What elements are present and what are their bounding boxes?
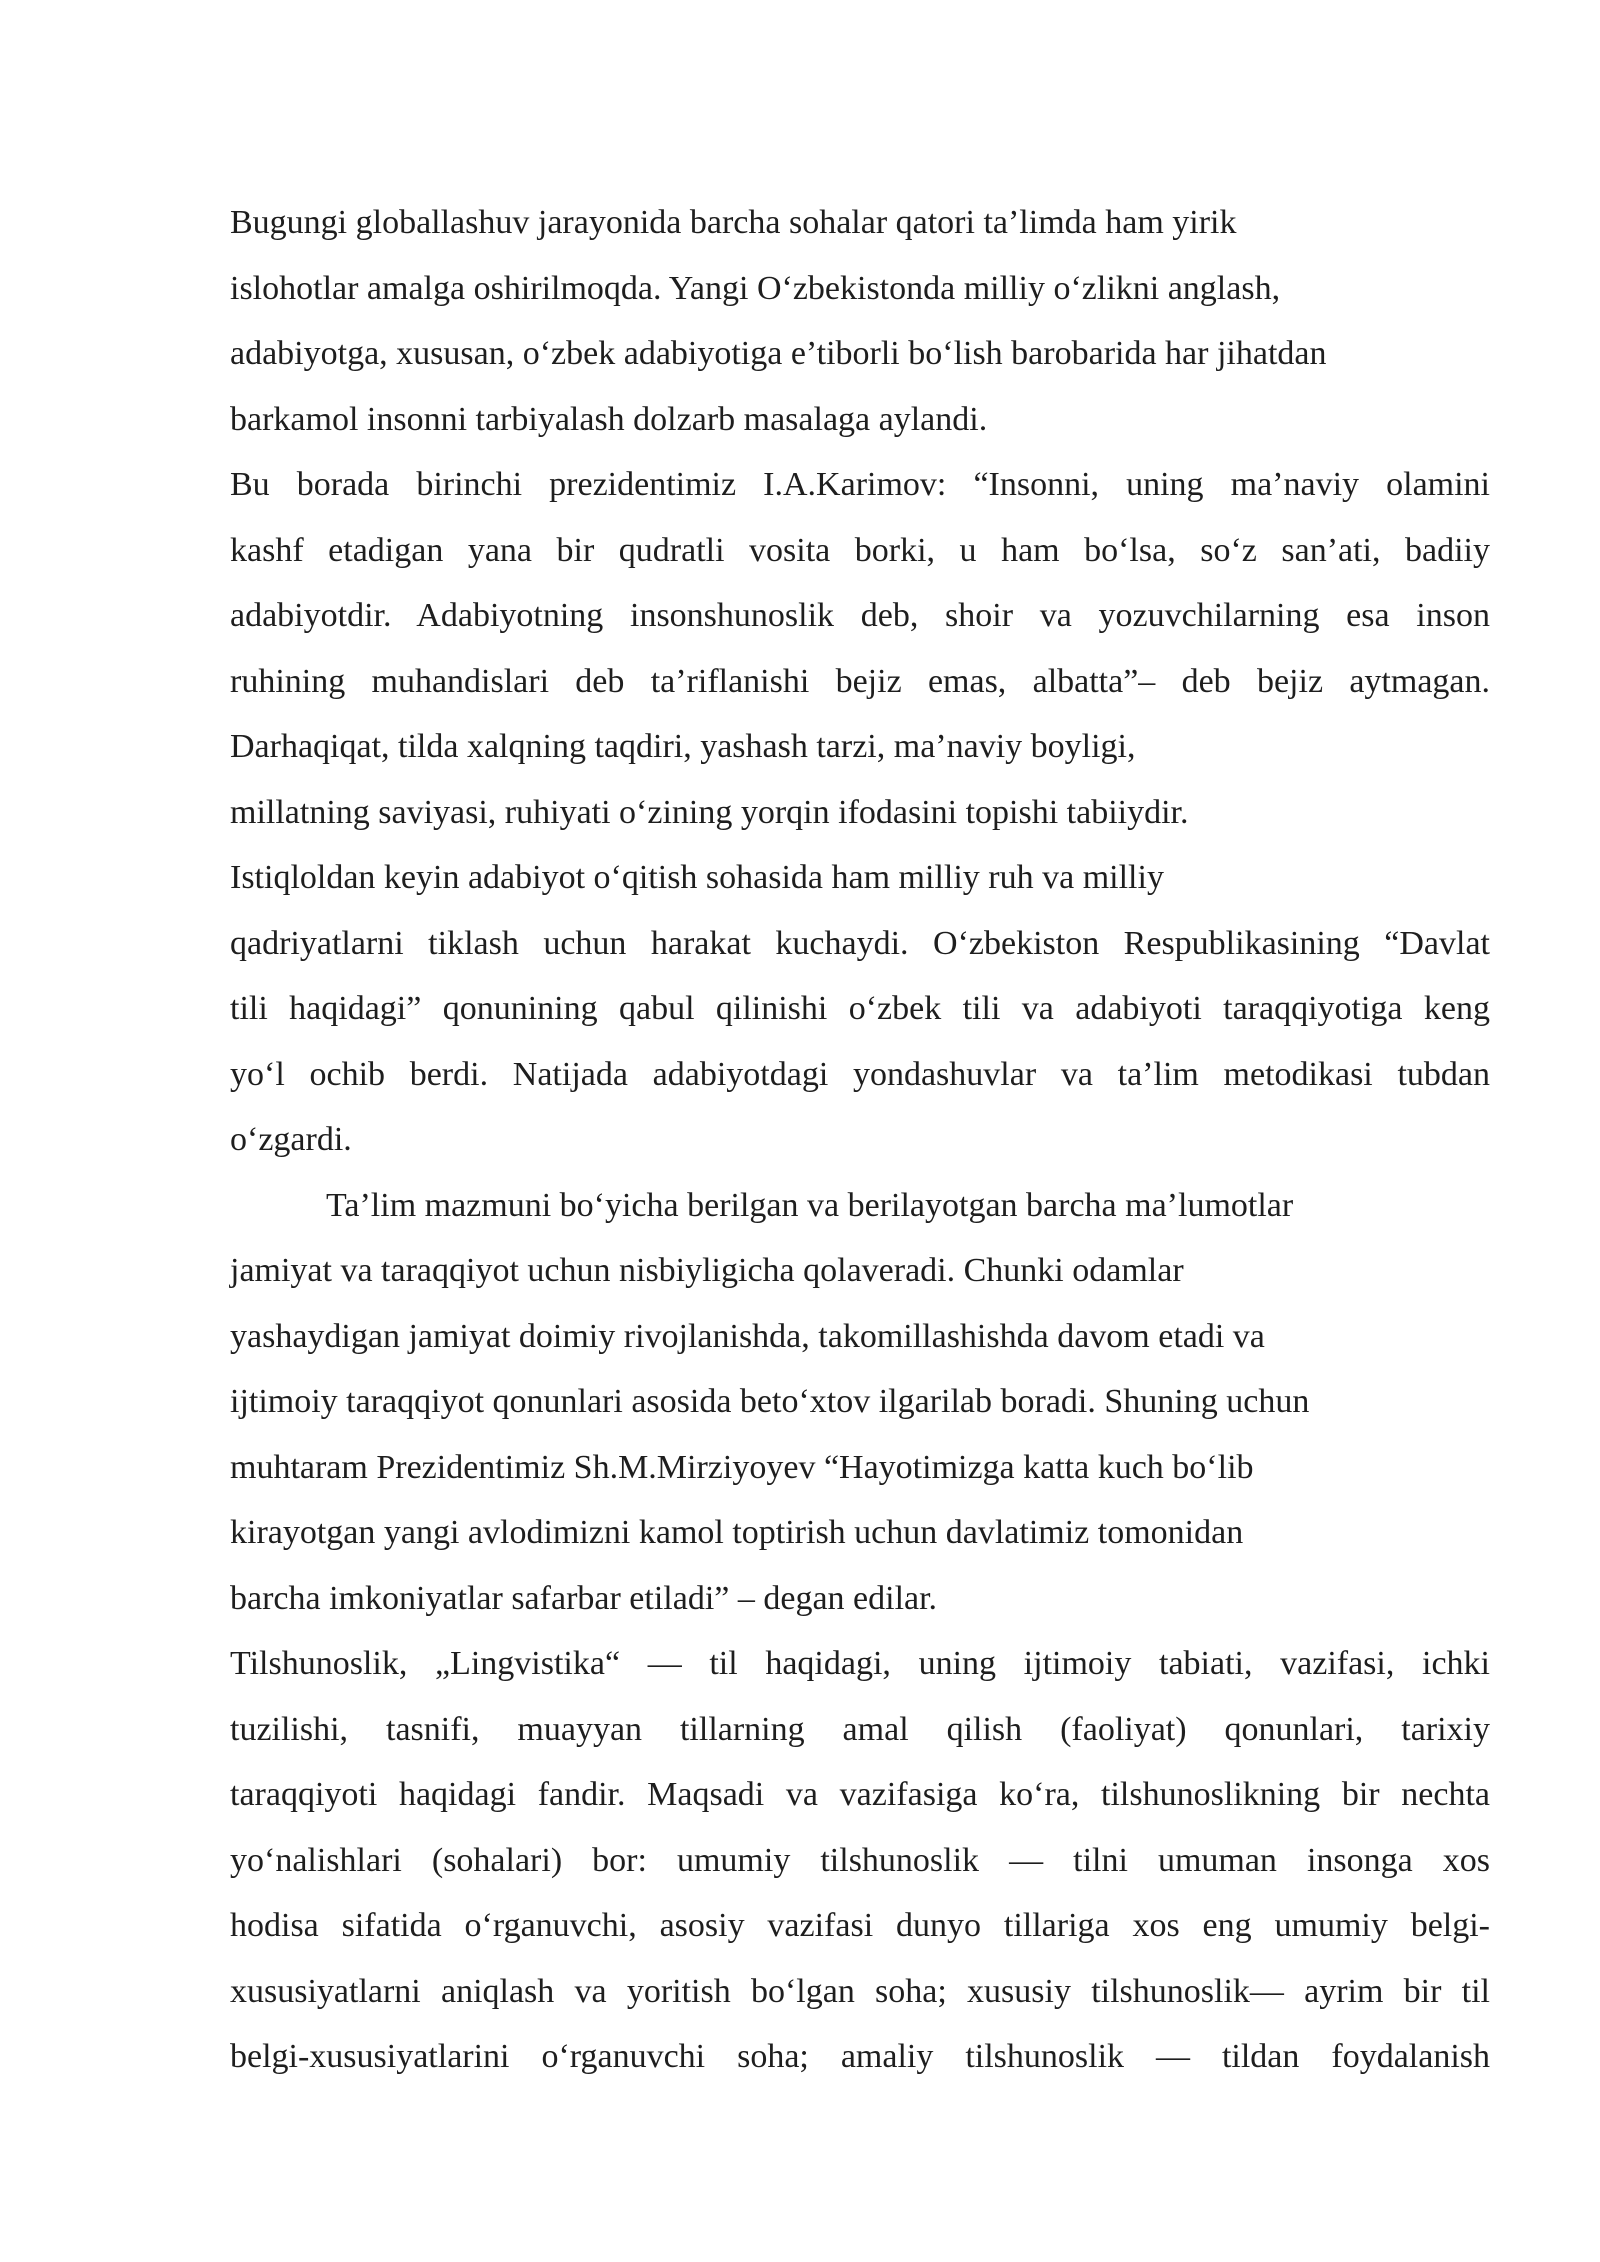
text-line: belgi-xususiyatlarini o‘rganuvchi soha; amaliy tilshunoslik — tildan foydalanish	[230, 2038, 1490, 2075]
text-line: muhtaram Prezidentimiz Sh.M.Mirziyoyev “Hayotimizga katta kuch bo‘lib	[230, 1448, 1254, 1486]
text-line: adabiyotdir. Adabiyotning insonshunoslik deb, shoir va yozuvchilarning esa inson	[230, 597, 1490, 634]
text-line: kashf etadigan yana bir qudratli vosita borki, u ham bo‘lsa, so‘z san’ati, badiiy	[230, 531, 1490, 569]
text-line: taraqqiyoti haqidagi fandir. Maqsadi va vazifasiga ko‘ra, tilshunoslikning bir nechta	[230, 1776, 1490, 1813]
text-line: qadriyatlarni tiklash uchun harakat kuchaydi. O‘zbekiston Respublikasining “Davlat	[230, 924, 1490, 962]
body-text	[230, 190, 1490, 2090]
text-line: Bu borada birinchi prezidentimiz I.A.Karimov: “Insonni, uning ma’naviy olamini	[230, 466, 1490, 503]
text-line: adabiyotga, xususan, o‘zbek adabiyotiga e’tiborli bo‘lish barobarida har jihatdan	[230, 335, 1327, 372]
text-line: barcha imkoniyatlar safarbar etiladi” – degan edilar.	[230, 1579, 938, 1617]
text-line: hodisa sifatida o‘rganuvchi, asosiy vazifasi dunyo tillariga xos eng umumiy belgi-	[230, 1907, 1490, 1944]
text-line: kirayotgan yangi avlodimizni kamol toptirish uchun davlatimiz tomonidan	[230, 1514, 1244, 1551]
text-line: Istiqloldan keyin adabiyot o‘qitish sohasida ham milliy ruh va milliy	[230, 859, 1164, 896]
text-line: o‘zgardi.	[230, 1121, 352, 1158]
text-line: tuzilishi, tasnifi, muayyan tillarning amal qilish (faoliyat) qonunlari, tarixiy	[230, 1710, 1490, 1748]
text-line: millatning saviyasi, ruhiyati o‘zining yorqin ifodasini topishi tabiiydir.	[230, 793, 1189, 831]
text-line: yo‘l ochib berdi. Natijada adabiyotdagi yondashuvlar va ta’lim metodikasi tubdan	[230, 1055, 1490, 1093]
text-line: Ta’lim mazmuni bo‘yicha berilgan va berilayotgan barcha ma’lumotlar	[326, 1186, 1294, 1224]
text-line: xususiyatlarni aniqlash va yoritish bo‘lgan soha; xususiy tilshunoslik— ayrim bir til	[230, 1972, 1490, 2010]
text-line: Bugungi globallashuv jarayonida barcha sohalar qatori ta’limda ham yirik	[230, 204, 1237, 241]
text-line: yo‘nalishlari (sohalari) bor: umumiy tilshunoslik — tilni umuman insonga xos	[230, 1841, 1490, 1879]
text-line: tili haqidagi” qonunining qabul qilinishi o‘zbek tili va adabiyoti taraqqiyotiga keng	[230, 990, 1490, 1027]
text-line: barkamol insonni tarbiyalash dolzarb masalaga aylandi.	[230, 400, 988, 438]
text-line: Tilshunoslik, „Lingvistika“ — til haqidagi, uning ijtimoiy tabiati, vazifasi, ichki	[230, 1645, 1490, 1682]
text-line: islohotlar amalga oshirilmoqda. Yangi O‘zbekistonda milliy o‘zlikni anglash,	[230, 269, 1281, 307]
text-line: ijtimoiy taraqqiyot qonunlari asosida beto‘xtov ilgarilab boradi. Shuning uchun	[230, 1383, 1310, 1420]
text-line: yashaydigan jamiyat doimiy rivojlanishda, takomillashishda davom etadi va	[230, 1317, 1265, 1355]
text-line: ruhining muhandislari deb ta’riflanishi bejiz emas, albatta”– deb bejiz aytmagan.	[230, 662, 1490, 700]
text-line: Darhaqiqat, tilda xalqning taqdiri, yashash tarzi, ma’naviy boyligi,	[230, 728, 1136, 765]
text-line: jamiyat va taraqqiyot uchun nisbiyligicha qolaveradi. Chunki odamlar	[230, 1252, 1184, 1289]
